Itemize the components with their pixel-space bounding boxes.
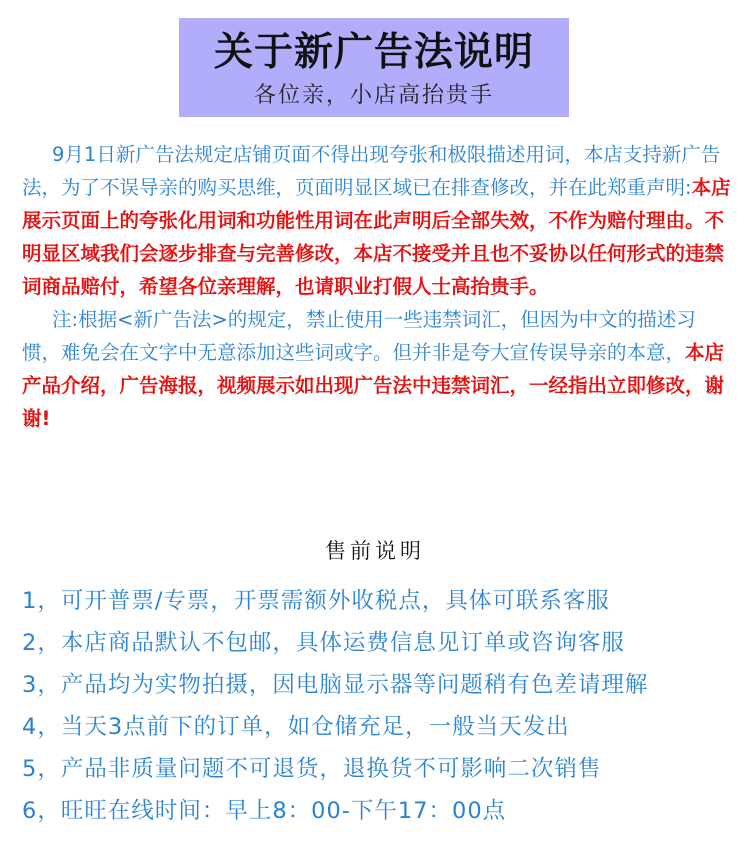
header-banner [179,18,569,117]
ad-law-notice [22,138,734,435]
list-item: 5，产品非质量问题不可退货，退换货不可影响二次销售 [22,756,602,782]
notice-paragraph-2 [22,303,734,435]
page-title: 关于新广告法说明 [213,30,534,75]
notice-p2-warning: 本店产品介绍，广告海报，视频展示如出现广告法中违禁词汇，一经指出立即修改，谢谢! [22,341,725,430]
page-subtitle: 各位亲，小店高抬贵手 [253,83,494,108]
list-item: 6，旺旺在线时间：早上8：00-下午17：00点 [22,798,507,824]
notice-p1-warning: 本店展示页面上的夸张化用词和功能性用词在此声明后全部失效，不作为赔付理由。不明显区域我们会逐步排查与完善修改，本店不接受并且也不妥协以任何形式的违禁词商品赔付，希望各位亲理解，也请职业打假人士高抬贵手。 [22,176,731,298]
presale-title: 售前说明 [325,539,425,563]
list-item: 3，产品均为实物拍摄，因电脑显示器等问题稍有色差请理解 [22,672,649,698]
presale-list [22,585,742,837]
list-item: 1，可开普票/专票，开票需额外收税点，具体可联系客服 [22,588,610,614]
notice-paragraph-1 [22,138,734,303]
notice-p1-text: 9月1日新广告法规定店铺页面不得出现夸张和极限描述用词，本店支持新广告法，为了不误导亲的购买思维，页面明显区域已在排查修改，并在此郑重声明: [22,143,721,199]
list-item: 2，本店商品默认不包邮，具体运费信息见订单或咨询客服 [22,630,625,656]
notice-p2-text: 注:根据<新广告法>的规定，禁止使用一些违禁词汇，但因为中文的描述习惯，难免会在文字中无意添加这些词或字。但并非是夸大宣传误导亲的本意， [22,308,696,364]
list-item: 4，当天3点前下的订单，如仓储充足，一般当天发出 [22,714,570,740]
